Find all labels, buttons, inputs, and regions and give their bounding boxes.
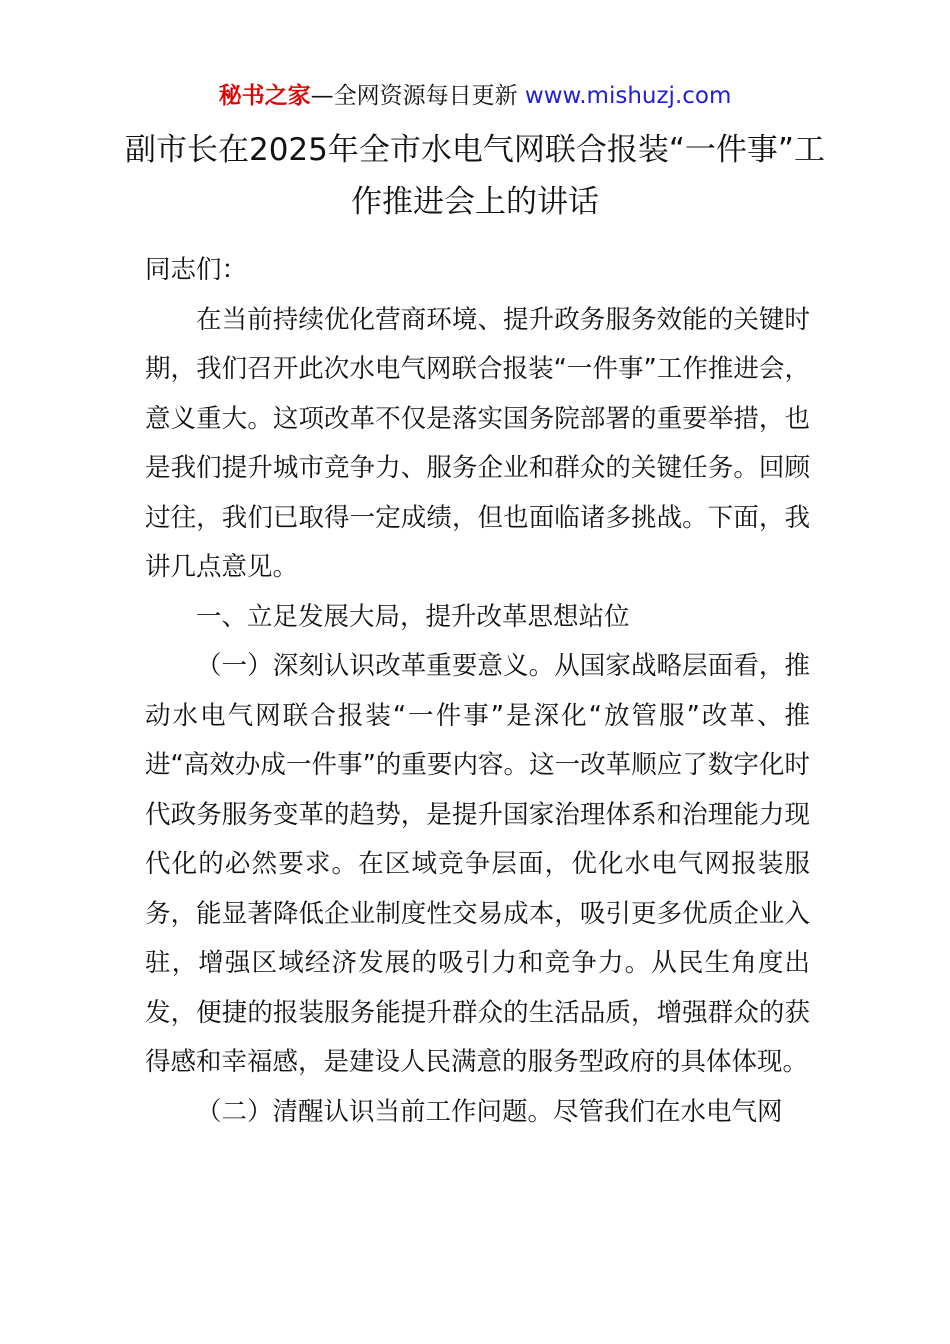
- paragraph-1-1: （一）深刻认识改革重要意义。从国家战略层面看，推动水电气网联合报装“一件事”是深化“放管服”改革、推进“高效办成一件事”的重要内容。这一改革顺应了数字化时代政务服务变革的趋势，是提升国家治理体系和治理能力现代化的必然要求。在区域竞争层面，优化水电气网报装服务，能显著降低企业制度性交易成本，吸引更多优质企业入驻，增强区域经济发展的吸引力和竞争力。从民生角度出发，便捷的报装服务能提升群众的生活品质，增强群众的获得感和幸福感，是建设人民满意的服务型政府的具体体现。: [145, 651, 810, 1077]
- paragraph-1-2: （二）清醒认识当前工作问题。尽管我们在水电气网: [196, 1096, 783, 1127]
- paragraph-intro: 在当前持续优化营商环境、提升政务服务效能的关键时期，我们召开此次水电气网联合报装“一件事”工作推进会，意义重大。这项改革不仅是落实国务院部署的重要举措，也是我们提升城市竞争力、服务企业和群众的关键任务。回顾过往，我们已取得一定成绩，但也面临诸多挑战。下面，我讲几点意见。: [145, 304, 810, 582]
- document-title: 副市长在2025年全市水电气网联合报装“一件事”工作推进会上的讲话: [124, 132, 825, 220]
- site-url: www.mishuzj.com: [524, 83, 732, 109]
- site-header: [0, 80, 950, 112]
- salutation: 同志们：: [145, 255, 248, 285]
- section-heading-1: 一、立足发展大局，提升改革思想站位: [196, 601, 630, 632]
- document-body: [145, 246, 810, 1137]
- brand-name: 秘书之家: [218, 83, 311, 109]
- site-tagline: —全网资源每日更新: [310, 83, 525, 109]
